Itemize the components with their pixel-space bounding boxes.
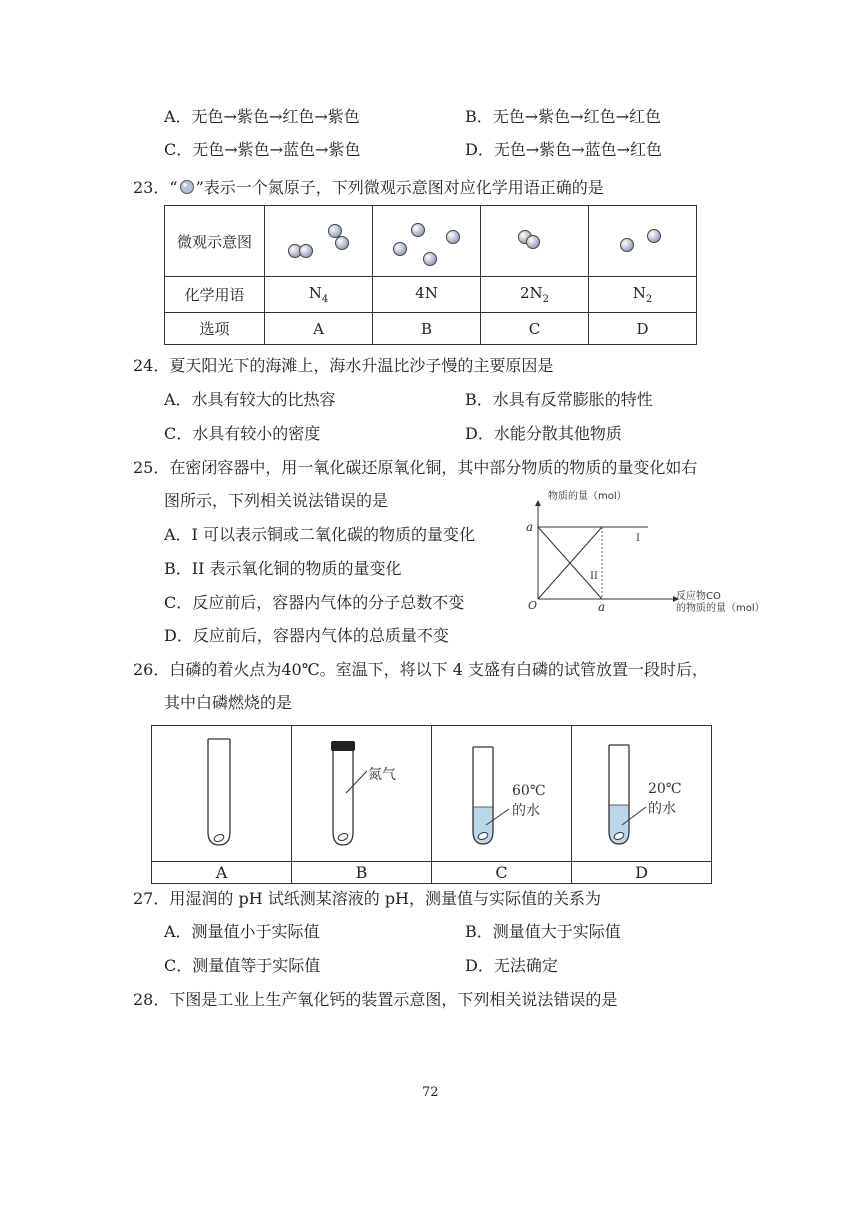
q22-option-d: D．无色→紫色→蓝色→红色 (465, 140, 663, 159)
q22-option-b: B．无色→紫色→红色→红色 (465, 107, 661, 126)
q27-option-c: C．测量值等于实际值 (164, 956, 321, 975)
q23-open-quote: “ (169, 178, 178, 197)
q23-diagram-a (265, 206, 373, 277)
q26-tube-d (572, 726, 712, 862)
q23-stem-text: ”表示一个氮原子，下列微观示意图对应化学用语正确的是 (195, 178, 604, 197)
q26-tube-c (432, 726, 572, 862)
q27-option-a: A．测量值小于实际值 (164, 922, 320, 941)
q23-row-label-diagram: 微观示意图 (165, 206, 265, 277)
q26-stem-line2: 其中白磷燃烧的是 (164, 693, 293, 712)
q23-formula-c: $2N_2$ (481, 277, 589, 313)
x-a-label: a (598, 600, 606, 614)
test-tube-d-diagram (572, 727, 711, 857)
q25-option-a: A．I 可以表示铜或二氧化碳的物质的量变化 (164, 525, 475, 544)
q23-number: 23． (133, 178, 170, 197)
q23-table (164, 205, 697, 345)
q23-row-label-option: 选项 (165, 313, 265, 345)
q23-formula-a: $N_4$ (265, 277, 373, 313)
x-axis-label-2: 的物质的量（mol） (676, 603, 765, 614)
q25-option-d: D．反应前后，容器内气体的总质量不变 (164, 626, 449, 645)
q24-option-b: B．水具有反常膨胀的特性 (465, 390, 653, 409)
q25-stem-line1: 25．在密闭容器中，用一氧化碳还原氧化铜，其中部分物质的物质的量变化如右 (133, 458, 698, 477)
four-atoms-diagram (373, 209, 480, 269)
q27-option-b: B．测量值大于实际值 (465, 922, 621, 941)
q26-table (151, 725, 712, 884)
q23-stem (133, 178, 604, 198)
curve-i-label: I (636, 533, 640, 544)
c-water-label: 的水 (512, 802, 540, 819)
q23-diagram-d (589, 206, 697, 277)
origin-label: O (528, 599, 538, 612)
test-tube-c-diagram (432, 727, 571, 857)
q26-stem-line1: 26．白磷的着火点为40℃。室温下，将以下 4 支盛有白磷的试管放置一段时后， (133, 660, 708, 679)
q25-option-b: B．II 表示氧化铜的物质的量变化 (164, 559, 402, 578)
y-a-label: a (526, 520, 534, 534)
c-temp-label: 60℃ (512, 782, 546, 799)
q24-option-a: A．水具有较大的比热容 (164, 390, 336, 409)
q27-stem: 27．用湿润的 pH 试纸测某溶液的 pH，测量值与实际值的关系为 (133, 889, 602, 908)
q26-label-d: D (572, 862, 712, 884)
q22-option-a: A．无色→紫色→红色→紫色 (164, 107, 360, 126)
q25-option-c: C．反应前后，容器内气体的分子总数不变 (164, 593, 465, 612)
q23-option-c: C (481, 313, 589, 345)
two-atoms-diagram (589, 209, 696, 269)
q26-tube-a (152, 726, 292, 862)
q23-option-b: B (373, 313, 481, 345)
test-tube-b-diagram (292, 727, 431, 857)
two-n2-diagram (481, 209, 588, 269)
q27-option-d: D．无法确定 (465, 956, 558, 975)
q22-option-c: C．无色→紫色→蓝色→紫色 (164, 140, 361, 159)
q23-formula-d: $N_2$ (589, 277, 697, 313)
q28-stem: 28．下图是工业上生产氧化钙的装置示意图，下列相关说法错误的是 (133, 990, 618, 1009)
atom-icon (179, 179, 195, 195)
x-axis-label-1: 反应物CO (676, 591, 721, 602)
q26-label-c: C (432, 862, 572, 884)
q24-option-d: D．水能分散其他物质 (465, 424, 622, 443)
q26-label-b: B (292, 862, 432, 884)
nitrogen-label: 氮气 (368, 766, 396, 783)
test-tube-a-diagram (152, 727, 291, 857)
q23-diagram-b (373, 206, 481, 277)
q24-option-c: C．水具有较小的密度 (164, 424, 321, 443)
curve-ii-label: II (590, 571, 598, 582)
q26-label-a: A (152, 862, 292, 884)
q25-graph (518, 487, 768, 617)
q26-tube-b (292, 726, 432, 862)
q23-diagram-c (481, 206, 589, 277)
q23-option-d: D (589, 313, 697, 345)
q23-formula-b: 4N (373, 277, 481, 313)
q24-stem: 24．夏天阳光下的海滩上，海水升温比沙子慢的主要原因是 (133, 356, 554, 375)
y-axis-label: 物质的量（mol） (548, 491, 627, 502)
page-number: 72 (422, 1085, 439, 1100)
q23-row-label-formula: 化学用语 (165, 277, 265, 313)
q23-option-a: A (265, 313, 373, 345)
d-water-label: 的水 (648, 800, 676, 817)
n4-molecule-diagram (265, 209, 372, 269)
q25-stem-line2: 图所示，下列相关说法错误的是 (164, 491, 389, 510)
d-temp-label: 20℃ (648, 780, 682, 797)
